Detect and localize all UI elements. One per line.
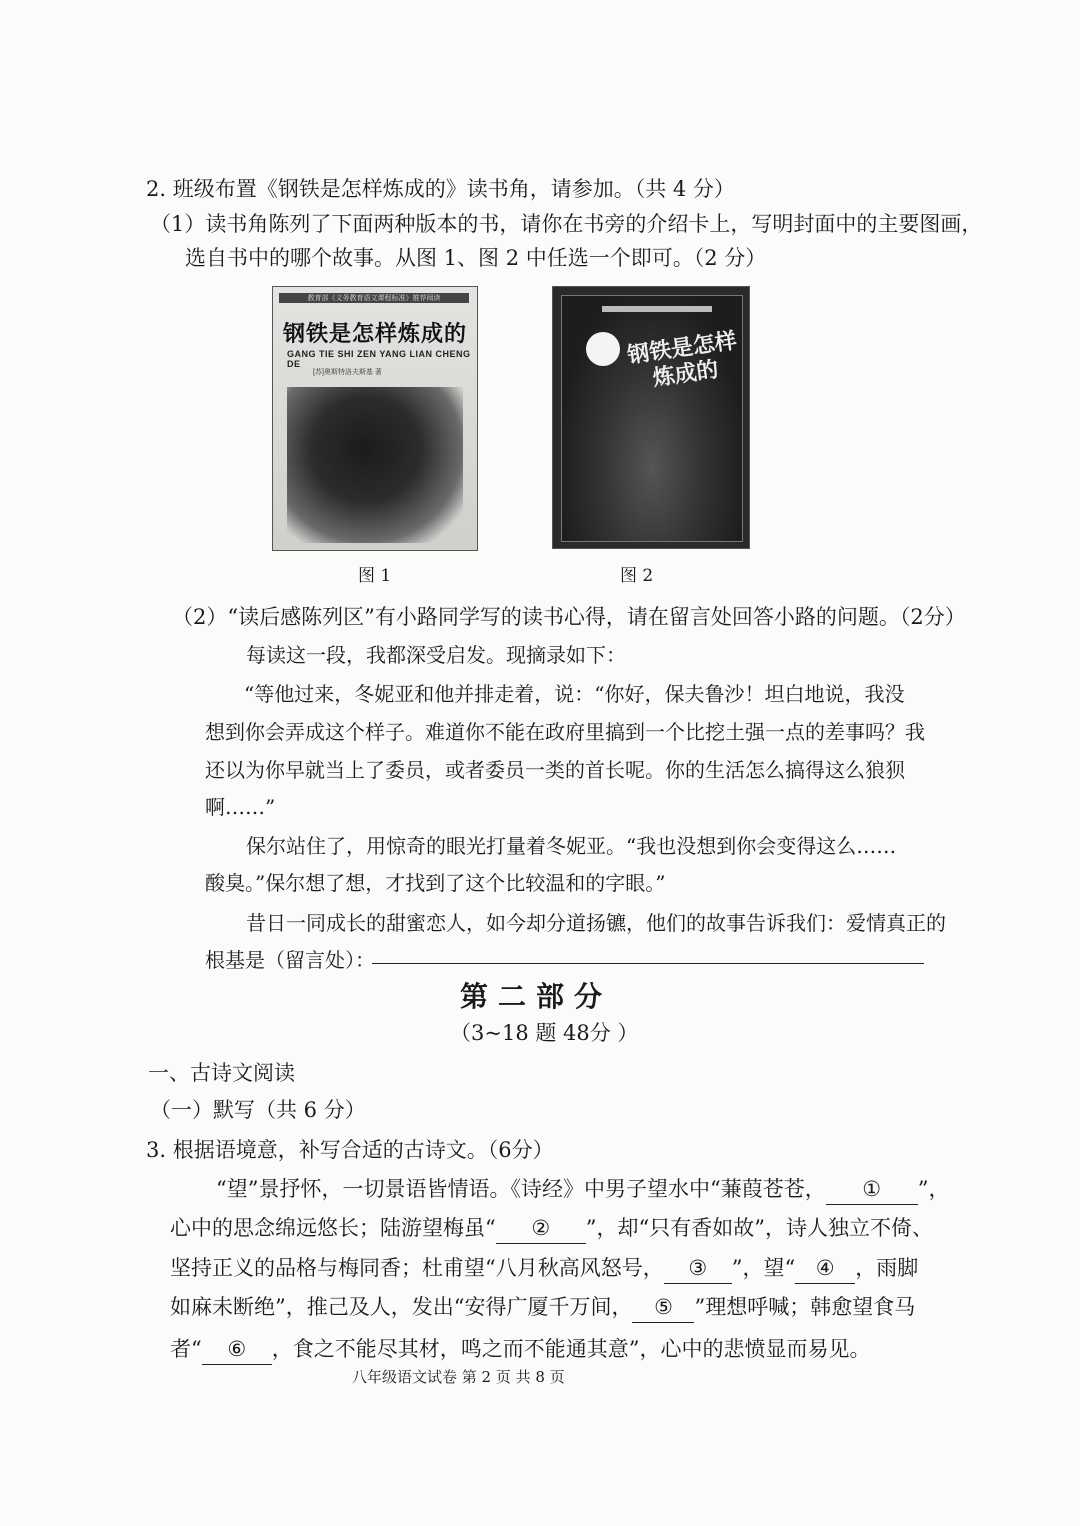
cover2-moon — [586, 332, 620, 366]
q2-sub2: （2）“读后感陈列区”有小路同学写的读书心得，请在留言处回答小路的问题。（2分） — [172, 605, 966, 629]
q2-title: 2. 班级布置《钢铁是怎样炼成的》读书角，请参加。（共 4 分） — [146, 177, 735, 201]
blank-2[interactable]: ② — [496, 1213, 586, 1244]
book-cover-figure-1 — [272, 286, 478, 551]
part2-subheading: （3~18 题 48分 ） — [450, 1021, 639, 1045]
passage-line-5: 啊……” — [205, 795, 276, 819]
part2-heading: 第二部分 — [460, 980, 613, 1013]
figure-1-caption: 图 1 — [358, 566, 392, 586]
passage-line-3: 想到你会弄成这个样子。难道你不能在政府里搞到一个比挖土强一点的差事吗？我 — [205, 720, 925, 744]
cover1-publisher: [苏]奥斯特洛夫斯基 著 — [313, 369, 382, 376]
passage-line-1: 每读这一段，我都深受启发。现摘录如下： — [246, 643, 626, 667]
section1-sub: （一）默写（共 6 分） — [150, 1098, 366, 1122]
q3-text-1b: ”， — [917, 1177, 950, 1201]
passage-line-9: 根基是（留言处）： — [205, 948, 375, 972]
blank-4[interactable]: ④ — [795, 1253, 855, 1284]
q3-text-5b: ，食之不能尽其材，鸣之而不能通其意”，心中的悲愤显而易见。 — [271, 1337, 871, 1361]
q3-text-2a: 心中的思念绵远悠长；陆游望梅虽“ — [170, 1216, 496, 1240]
q3-text-1a: “望”景抒怀，一切景语皆情语。《诗经》中男子望水中“蒹葭苍苍， — [216, 1177, 826, 1201]
answer-line-message[interactable] — [372, 963, 924, 964]
passage-line-4: 还以为你早就当上了委员，或者委员一类的首长呢。你的生活怎么搞得这么狼狈 — [205, 758, 905, 782]
figure-2-caption: 图 2 — [620, 566, 654, 586]
q3-line-2 — [170, 1213, 933, 1244]
q3-line-4 — [170, 1292, 915, 1323]
passage-line-6: 保尔站住了，用惊奇的眼光打量着冬妮亚。“我也没想到你会变得这么…… — [246, 834, 897, 858]
blank-5[interactable]: ⑤ — [632, 1292, 694, 1323]
cover1-illustration — [287, 387, 463, 543]
passage-line-8: 昔日一同成长的甜蜜恋人，如今却分道扬镳，他们的故事告诉我们：爱情真正的 — [246, 911, 946, 935]
q3-text-2b: ”，却“只有香如故”，诗人独立不倚、 — [585, 1216, 933, 1240]
blank-1[interactable]: ① — [826, 1174, 918, 1205]
passage-line-2: “等他过来，冬妮亚和他并排走着，说：“你好，保夫鲁沙！坦白地说，我没 — [244, 682, 905, 706]
q3-text-3c: ，雨脚 — [855, 1256, 919, 1280]
book-cover-figure-2 — [552, 286, 750, 549]
blank-6[interactable]: ⑥ — [202, 1334, 272, 1365]
q3-title: 3. 根据语境意，补写合适的古诗文。（6分） — [146, 1138, 554, 1162]
cover2-top-band — [602, 306, 712, 312]
q2-sub1-line1: （1）读书角陈列了下面两种版本的书，请你在书旁的介绍卡上，写明封面中的主要图画， — [150, 212, 983, 236]
cover2-title: 钢铁是怎样炼成的 — [625, 328, 739, 392]
q3-text-3a: 坚持正义的品格与梅同香；杜甫望“八月秋高风怒号， — [170, 1256, 664, 1280]
q3-text-4b: ”理想呼喊；韩愈望食马 — [694, 1295, 916, 1319]
q2-sub1-line2: 选自书中的哪个故事。从图 1、图 2 中任选一个即可。（2 分） — [185, 246, 767, 270]
q3-text-3b: ”，望“ — [731, 1256, 796, 1280]
passage-line-7: 酸臭。”保尔想了想，才找到了这个比较温和的字眼。” — [205, 871, 666, 895]
cover1-pinyin: GANG TIE SHI ZEN YANG LIAN CHENG DE — [287, 349, 471, 369]
q3-line-3 — [170, 1253, 918, 1284]
blank-3[interactable]: ③ — [664, 1253, 732, 1284]
cover1-title: 钢铁是怎样炼成的 — [283, 322, 468, 347]
q3-line-1 — [216, 1174, 949, 1205]
page-footer: 八年级语文试卷 第 2 页 共 8 页 — [352, 1368, 565, 1386]
q3-text-4a: 如麻未断绝”，推己及人，发出“安得广厦千万间， — [170, 1295, 633, 1319]
q3-line-5 — [170, 1334, 870, 1365]
cover1-top-strip: 教育部《义务教育语文课程标准》推荐阅读 — [279, 293, 469, 303]
q3-text-5a: 者“ — [170, 1337, 202, 1361]
cover2-illustration — [561, 295, 743, 542]
section1-title: 一、古诗文阅读 — [148, 1061, 295, 1085]
